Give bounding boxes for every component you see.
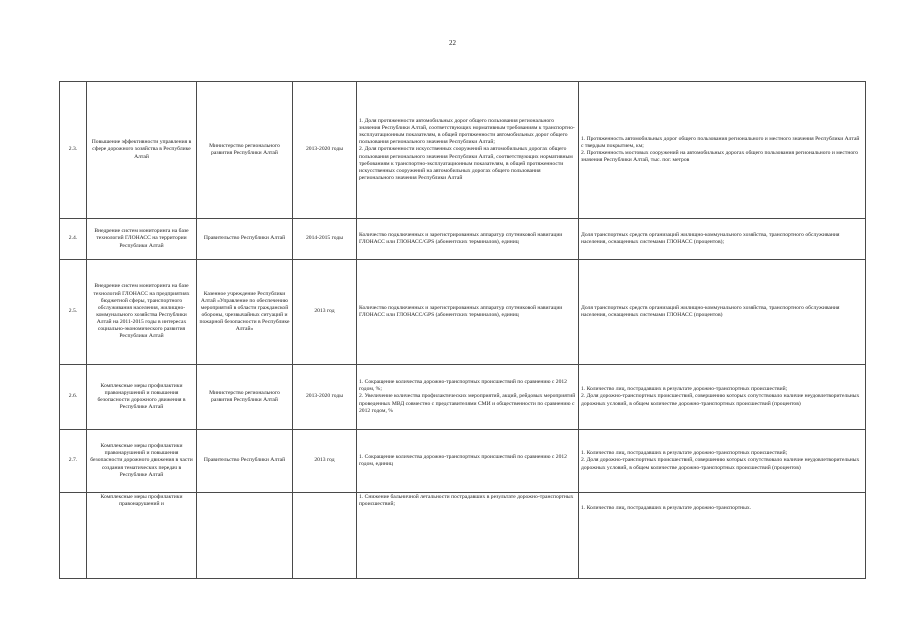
row-number xyxy=(60,493,87,579)
row-number: 2.6. xyxy=(60,365,87,430)
row-number: 2.5. xyxy=(60,260,87,365)
result-item: 1. Количество лиц, пострадавших в результате дорожно-транспортных. xyxy=(581,505,752,511)
results-cell xyxy=(579,260,866,365)
results-cell xyxy=(579,430,866,493)
result-item: 2. Протяженность мостовых сооружений на автомобильных дорогах общего пользования регионального и местного значения Республики Алтай, тыс. пог. метров xyxy=(581,150,859,164)
result-item: 2. Доля дорожно-транспортных происшествий, совершению которых сопутствовало наличие неудовлетворительных дорожных условий, в общем количестве дорожно-транспортных происшествий (процентов) xyxy=(581,393,860,407)
results-cell xyxy=(579,82,866,219)
indicators-cell xyxy=(357,260,579,365)
row-number: 2.4. xyxy=(60,219,87,260)
results-cell xyxy=(579,493,866,579)
indicator-item: 1. Сокращение количества дорожно-транспортных происшествий по сравнению с 2012 годом, %; xyxy=(359,379,567,393)
program-activities-table xyxy=(59,81,866,579)
table-row xyxy=(60,365,866,430)
activity-executor: Министерство регионального развития Республики Алтай xyxy=(197,365,293,430)
result-item: 1. Количество лиц, пострадавших в результате дорожно-транспортных происшествий; xyxy=(581,386,788,393)
results-cell xyxy=(579,365,866,430)
activity-executor: Казенное учреждение Республики Алтай «Управление по обеспечению мероприятий в области гражданской обороны, чрезвычайных ситуаций и пожарной безопасности в Республике Алтай» xyxy=(197,260,293,365)
activity-executor: Правительство Республики Алтай xyxy=(197,219,293,260)
activity-executor: Министерство регионального развития Республики Алтай xyxy=(197,82,293,219)
row-number: 2.7. xyxy=(60,430,87,493)
activity-executor xyxy=(197,493,293,579)
indicators-cell xyxy=(357,365,579,430)
activity-name: Внедрение систем мониторинга на базе технологий ГЛОНАСС на территории Республики Алтай xyxy=(87,219,197,260)
indicators-cell xyxy=(357,82,579,219)
indicator-item: 1. Доля протяженности автомобильных дорог общего пользования регионального значения Республики Алтай, соответствующих нормативным требованиям к транспортно-эксплуатационным показателям, в общей протяженности автомобильных дорог общего пользования регионального значения Республики Алтай; xyxy=(359,117,575,146)
row-number: 2.3. xyxy=(60,82,87,219)
indicators-cell xyxy=(357,430,579,493)
indicators-cell xyxy=(357,219,579,260)
indicator-item: Количество подключенных и зарегистрированных аппаратур спутниковой навигации ГЛОНАСС или ГЛОНАСС/GPS (абонентских терминалов), единиц xyxy=(359,231,563,245)
table-row xyxy=(60,260,866,365)
activity-term xyxy=(293,493,357,579)
activity-executor: Правительство Республики Алтай xyxy=(197,430,293,493)
activity-term: 2013-2020 годы xyxy=(293,365,357,430)
indicators-cell xyxy=(357,493,579,579)
activity-name: Внедрение систем мониторинга на базе технологий ГЛОНАСС на предприятиях бюджетной сферы, транспортного обслуживания населения, жилищно-коммунального хозяйства Республики Алтай на 2011-2015 годы в интересах социально-экономического развития Республики Алтай xyxy=(87,260,197,365)
activity-term: 2014-2015 годы xyxy=(293,219,357,260)
indicator-item: 2. Доля протяженности искусственных сооружений на автомобильных дорогах общего пользования регионального значения Республики Алтай, соответствующих нормативным требованиям к транспортно-эксплуатационным показателям, в общей протяженности искусственных сооружений на автомобильных дорогах общего пользования регионального значения Республики Алтай xyxy=(359,146,573,182)
result-item: Доля транспортных средств организаций жилищно-коммунального хозяйства, транспортного обслуживания населения, оснащенных системами ГЛОНАСС (процентов) xyxy=(581,304,840,318)
result-item: 1. Количество лиц, пострадавших в результате дорожно-транспортных происшествий; xyxy=(581,450,788,457)
result-item: 1. Протяженность автомобильных дорог общего пользования регионального и местного значения Республики Алтай с твердым покрытием, км; xyxy=(581,135,860,149)
activity-name: Комплексные меры профилактики правонарушений и повышения безопасности дорожного движения в части создания тематических передач в Республике Алтай xyxy=(87,430,197,493)
activity-name: Комплексные меры профилактики правонарушений и повышения безопасности дорожного движения в Республике Алтай xyxy=(87,365,197,430)
indicator-item: 1. Сокращение количества дорожно-транспортных происшествий по сравнению с 2012 годом, единиц xyxy=(359,453,567,467)
indicator-item: 1. Снижение бальничной летальности пострадавших в результате дорожно-транспортных происшествий; xyxy=(359,494,574,508)
activity-term: 2013 год xyxy=(293,260,357,365)
indicator-item: 2. Увеличение количества профилактических мероприятий, акций, рейдовых мероприятий проведенных МВД совместно с представителями СМИ и общественности по сравнению с 2012 годом, % xyxy=(359,393,576,414)
table-row xyxy=(60,82,866,219)
page-number: 22 xyxy=(449,39,456,47)
result-item: 2. Доля дорожно-транспортных происшествий, совершению которых сопутствовало наличие неудовлетворительных дорожных условий, в общем количестве дорожно-транспортных происшествий (процентов) xyxy=(581,457,860,471)
activity-name: Повышение эффективности управления в сфере дорожного хозяйства в Республике Алтай xyxy=(87,82,197,219)
table-row xyxy=(60,493,866,579)
results-cell xyxy=(579,219,866,260)
table-row xyxy=(60,430,866,493)
indicator-item: Количество подключенных и зарегистрированных аппаратур спутниковой навигации ГЛОНАСС или ГЛОНАСС/GPS (абонентских терминалов), единиц xyxy=(359,304,563,318)
table-row xyxy=(60,219,866,260)
activity-term: 2013 год xyxy=(293,430,357,493)
activity-name: Комплексные меры профилактики правонарушений и xyxy=(87,493,197,579)
activity-term: 2013-2020 годы xyxy=(293,82,357,219)
result-item: Доля транспортных средств организаций жилищно-коммунального хозяйства, транспортного обслуживания населения, оснащенных системами ГЛОНАСС (процентов); xyxy=(581,231,840,245)
